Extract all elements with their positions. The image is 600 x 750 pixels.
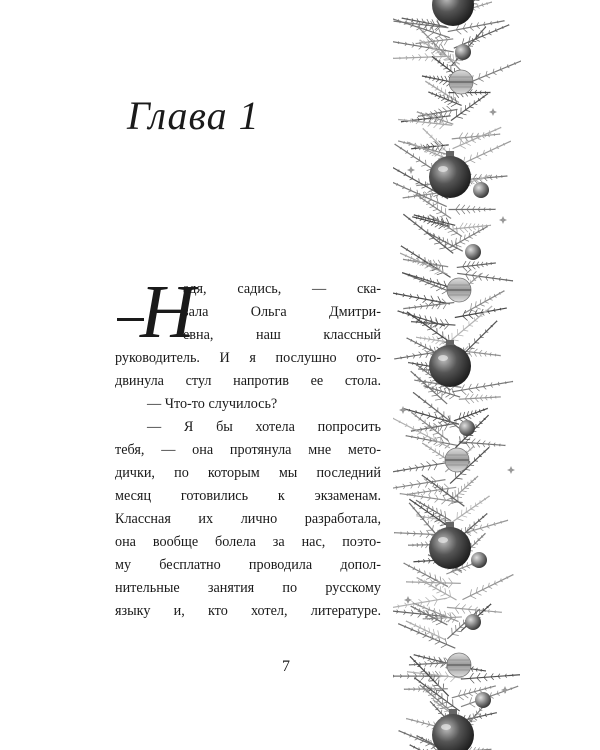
text-line: нительные занятия по русскому (115, 580, 381, 596)
text-line: Классная их лично разработала, (115, 511, 381, 527)
text-line: месяц готовились к экзаменам. (115, 488, 381, 504)
christmas-garland-icon (393, 0, 521, 750)
drop-cap-letter: Н (140, 270, 195, 354)
page-number: 7 (282, 658, 290, 675)
text-line: — Что-то случилось? (147, 396, 278, 412)
text-line: евна, наш классный (183, 327, 381, 343)
text-line: зала Ольга Дмитри- (183, 304, 381, 320)
text-line: му бесплатно проводила допол- (115, 557, 381, 573)
body-text (115, 278, 381, 623)
text-line: она вообще болела за нас, поэто- (115, 534, 381, 550)
text-line: — Я бы хотела попросить (147, 419, 381, 435)
text-line: руководитель. И я послушно ото- (115, 350, 381, 366)
text-line: дички, по которым мы последний (115, 465, 381, 481)
text-line: тебя, — она протянула мне мето- (115, 442, 381, 458)
text-line: двинула стул напротив ее стола. (115, 373, 381, 389)
text-line: языку и, кто хотел, литературе. (115, 603, 381, 619)
text-line: адя, садись, — ска- (183, 281, 381, 297)
chapter-title: Глава 1 (127, 93, 260, 138)
